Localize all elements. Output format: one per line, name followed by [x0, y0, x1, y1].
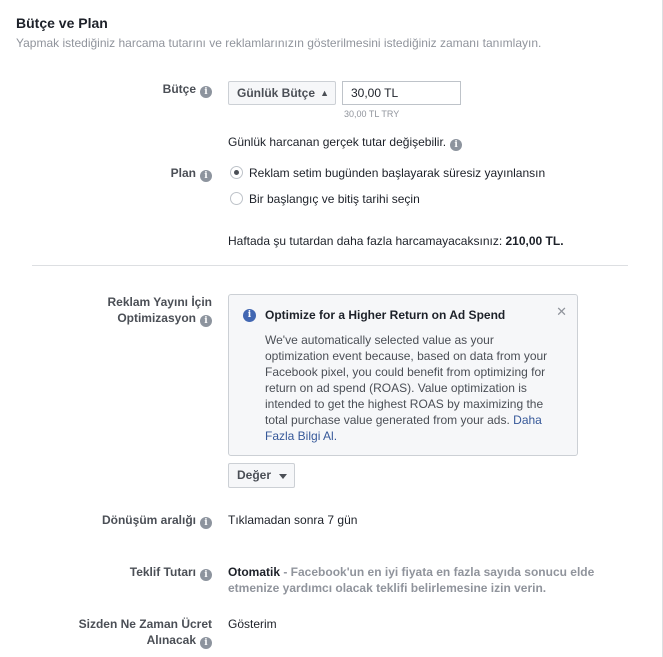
plan-option-label: Bir başlangıç ve bitiş tarihi seçin — [249, 192, 420, 206]
info-icon[interactable]: i — [200, 86, 212, 98]
optimization-label-line1: Reklam Yayını İçin — [107, 295, 212, 309]
info-icon[interactable]: i — [200, 637, 212, 649]
conversion-window-label — [102, 512, 212, 529]
chevron-down-icon — [279, 474, 287, 479]
budget-note — [228, 134, 462, 151]
budget-label — [163, 81, 212, 98]
section-divider — [32, 265, 628, 266]
info-icon[interactable]: i — [200, 315, 212, 327]
optimization-label-line2: Optimizasyon — [117, 311, 196, 325]
charge-value[interactable]: Gösterim — [228, 617, 277, 631]
budget-label-text: Bütçe — [162, 82, 196, 96]
section-title: Bütçe ve Plan — [16, 15, 108, 31]
radio-unchecked[interactable] — [230, 192, 243, 205]
bid-label-text: Teklif Tutarı — [129, 565, 196, 579]
optimization-event-dropdown[interactable] — [228, 463, 295, 488]
budget-amount-input[interactable] — [342, 81, 461, 105]
notice-body-text: We've automatically selected value as your optimization event because, based on data from your Facebook pixel, you could benefit from optimizing for return on ad spend (ROAS). Value optimization is intended to get the highest ROAS by maximizing the total purchase value generated from your ads. — [265, 333, 548, 427]
optimization-event-value: Değer — [237, 468, 272, 482]
close-icon[interactable]: ✕ — [556, 304, 567, 319]
select-arrows-icon: ▲ — [320, 88, 329, 98]
plan-option-label: Reklam setim bugünden başlayarak süresiz yayınlansın — [249, 166, 546, 180]
section-subtitle: Yapmak istediğiniz harcama tutarını ve reklamlarınızın gösterilmesini istediğiniz zamanı tanımlayın. — [16, 36, 542, 50]
bid-label — [130, 564, 212, 581]
charge-label — [79, 616, 212, 649]
weekly-spend-amount: 210,00 TL. — [505, 234, 564, 248]
budget-type-value: Günlük Bütçe — [237, 86, 316, 100]
notice-title: Optimize for a Higher Return on Ad Spend — [265, 308, 506, 322]
optimization-label — [107, 294, 212, 327]
info-circle-icon: i — [243, 309, 256, 322]
weekly-spend-note — [228, 233, 564, 249]
info-icon[interactable]: i — [200, 517, 212, 529]
charge-label-line2: Alınacak — [146, 633, 196, 647]
budget-note-text: Günlük harcanan gerçek tutar değişebilir. — [228, 135, 447, 149]
budget-amount-hint: 30,00 TL TRY — [344, 109, 400, 119]
charge-label-line1: Sizden Ne Zaman Ücret — [78, 617, 212, 631]
conversion-window-label-text: Dönüşüm aralığı — [101, 513, 196, 527]
radio-checked[interactable] — [230, 166, 243, 179]
info-icon[interactable]: i — [450, 139, 462, 151]
info-icon[interactable]: i — [200, 569, 212, 581]
roas-notice — [228, 294, 578, 456]
plan-label-text: Plan — [170, 166, 196, 180]
plan-label — [171, 165, 212, 182]
info-icon[interactable]: i — [200, 170, 212, 182]
weekly-spend-prefix: Haftada şu tutardan daha fazla harcamayacaksınız: — [228, 234, 506, 248]
conversion-window-value[interactable]: Tıklamadan sonra 7 gün — [228, 513, 358, 527]
budget-type-select[interactable] — [228, 81, 336, 105]
learn-more-link[interactable]: Daha Fazla Bilgi Al. — [265, 413, 542, 443]
notice-body — [265, 332, 555, 444]
bid-value-description: - Facebook'un en iyi fiyata en fazla sayıda sonucu elde etmenize yardımcı olacak teklifi belirlemesine izin verin. — [228, 565, 595, 595]
bid-value-bold: Otomatik — [228, 565, 281, 579]
plan-option-dates[interactable] — [230, 191, 420, 207]
bid-value[interactable] — [228, 564, 618, 596]
plan-option-continuous[interactable] — [230, 165, 545, 181]
